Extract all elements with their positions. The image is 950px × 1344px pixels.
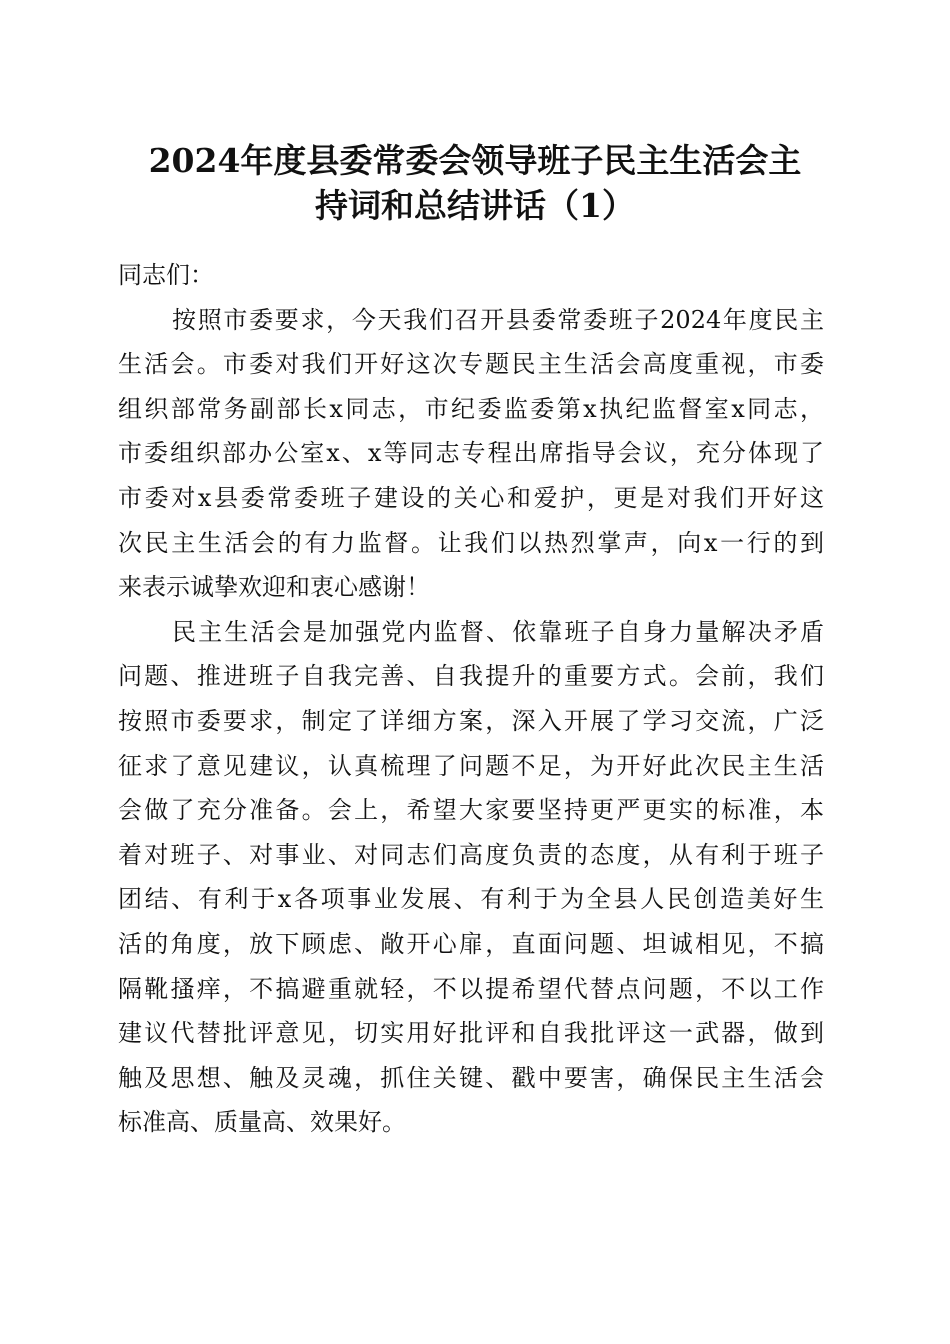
paragraphs	[118, 298, 824, 1145]
paragraph-line: 会做了充分准备。会上，希望大家要坚持更严更实的标准，本	[118, 796, 824, 825]
paragraph-line: 标准高、质量高、效果好。	[118, 1108, 406, 1137]
document-body	[118, 253, 824, 1145]
paragraph-line: 隔靴搔痒，不搞避重就轻，不以提希望代替点问题，不以工作	[118, 974, 824, 1003]
paragraph	[118, 610, 824, 1145]
paragraph-line: 按照市委要求，制定了详细方案，深入开展了学习交流，广泛	[118, 706, 824, 735]
paragraph-line: 触及思想、触及灵魂，抓住关键、戳中要害，确保民主生活会	[118, 1063, 824, 1092]
title-line: 持词和总结讲话（1）	[315, 186, 635, 225]
paragraph-line: 团结、有利于x各项事业发展、有利于为全县人民创造美好生	[118, 885, 824, 914]
paragraph-line: 着对班子、对事业、对同志们高度负责的态度，从有利于班子	[118, 840, 824, 869]
paragraph-line: 征求了意见建议，认真梳理了问题不足，为开好此次民主生活	[118, 751, 824, 780]
paragraph-line: 组织部常务副部长x同志，市纪委监委第x执纪监督室x同志，	[118, 394, 824, 423]
paragraph-line: 次民主生活会的有力监督。让我们以热烈掌声，向x一行的到	[118, 528, 824, 557]
salutation: 同志们：	[118, 261, 214, 289]
paragraph-line: 生活会。市委对我们开好这次专题民主生活会高度重视，市委	[118, 350, 824, 379]
document-title	[0, 138, 950, 228]
paragraph-line: 民主生活会是加强党内监督、依靠班子自身力量解决矛盾	[172, 617, 824, 646]
paragraph	[118, 298, 824, 610]
paragraph-line: 按照市委要求，今天我们召开县委常委班子2024年度民主	[172, 305, 824, 334]
paragraph-line: 建议代替批评意见，切实用好批评和自我批评这一武器，做到	[118, 1019, 824, 1048]
paragraph-line: 市委组织部办公室x、x等同志专程出席指导会议，充分体现了	[118, 439, 824, 468]
title-line: 2024年度县委常委会领导班子民主生活会主	[148, 141, 802, 180]
paragraph-line: 问题、推进班子自我完善、自我提升的重要方式。会前，我们	[118, 662, 824, 691]
paragraph-line: 来表示诚挚欢迎和衷心感谢！	[118, 573, 430, 602]
paragraph-line: 市委对x县委常委班子建设的关心和爱护，更是对我们开好这	[118, 483, 824, 512]
paragraph-line: 活的角度，放下顾虑、敞开心扉，直面问题、坦诚相见，不搞	[118, 929, 824, 958]
